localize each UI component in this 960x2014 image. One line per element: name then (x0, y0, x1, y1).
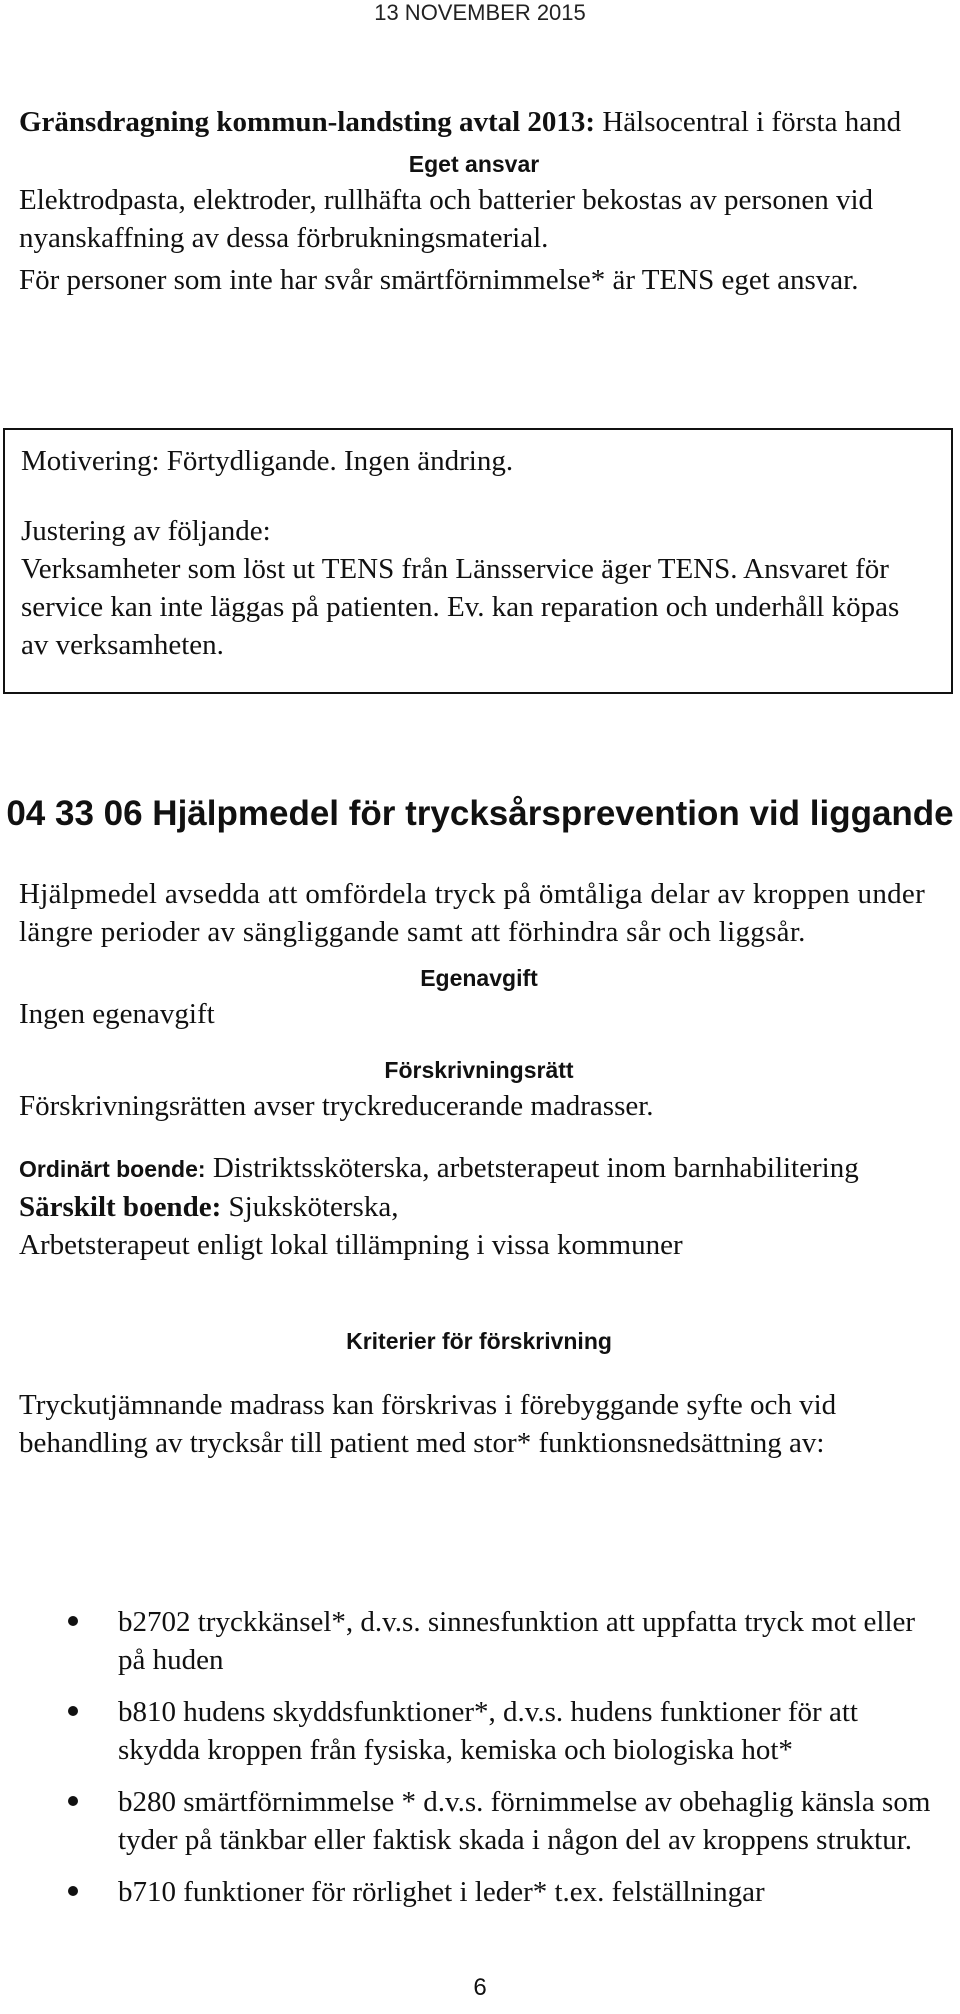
ordinary-housing-line (19, 1149, 939, 1188)
agreement-value: Hälsocentral i första hand (595, 106, 902, 138)
section-description: Hjälpmedel avsedda att omfördela tryck på ömtåliga delar av kroppen under längre perioder av sängliggande samt att förhindra sår och liggsår. (19, 878, 926, 948)
criteria-heading: Kriterier för förskrivning (346, 1328, 612, 1354)
prescription-rights-heading: Förskrivningsrätt (384, 1057, 574, 1083)
list-item-text: b810 hudens skyddsfunktioner*, d.v.s. hudens funktioner för att skydda kroppen från fysiska, kemiska och biologiska hot* (118, 1696, 858, 1766)
list-item (68, 1603, 938, 1679)
fee-text: Ingen egenavgift (19, 998, 215, 1030)
agreement-label: Gränsdragning kommun-landsting avtal 2013: (19, 106, 596, 138)
special-housing-value: Sjuksköterska, (221, 1191, 399, 1223)
special-housing-line-2: Arbetsterapeut enligt lokal tillämpning i vissa kommuner (19, 1229, 683, 1261)
bullet-icon (68, 1616, 78, 1626)
special-housing-label: Särskilt boende: (19, 1191, 222, 1223)
bullet-icon (68, 1886, 78, 1896)
bullet-icon (68, 1706, 78, 1716)
ordinary-housing-value: Distriktssköterska, arbetsterapeut inom barnhabilitering (205, 1152, 859, 1184)
page-number: 6 (473, 1974, 487, 2001)
page-header-date: 13 NOVEMBER 2015 (374, 0, 586, 25)
aid-section (19, 875, 939, 1462)
own-responsibility-text-2: För personer som inte har svår smärtförnimmelse* är TENS eget ansvar. (19, 264, 859, 296)
list-item (68, 1693, 938, 1769)
list-item-text: b2702 tryckkänsel*, d.v.s. sinnesfunktion att uppfatta tryck mot eller på huden (118, 1606, 916, 1676)
own-responsibility-text-1: Elektrodpasta, elektroder, rullhäfta och batterier bekostas av personen vid nyanskaffning av dessa förbrukningsmaterial. (19, 184, 874, 254)
ordinary-housing-label: Ordinärt boende: (19, 1156, 206, 1182)
criteria-text: Tryckutjämnande madrass kan förskrivas i förebyggande syfte och vid behandling av trycksår till patient med stor* funktionsnedsättning av: (19, 1389, 837, 1459)
list-item-text: b710 funktioner för rörlighet i leder* t.ex. felställningar (118, 1876, 765, 1908)
agreement-line (19, 103, 929, 141)
bullet-icon (68, 1796, 78, 1806)
list-item-text: b280 smärtförnimmelse * d.v.s. förnimmelse av obehaglig känsla som tyder på tänkbar eller faktisk skada i någon del av kroppens struktur. (118, 1786, 931, 1856)
tens-section (19, 103, 929, 299)
list-item (68, 1873, 938, 1911)
list-item (68, 1783, 938, 1859)
motivation-box-content (21, 442, 931, 664)
special-housing-line (19, 1188, 939, 1226)
adjustment-text: Verksamheter som löst ut TENS från Länsservice äger TENS. Ansvaret för service kan inte läggas på patienten. Ev. kan reparation och underhåll köpas av verksamheten. (21, 553, 900, 661)
own-responsibility-heading: Eget ansvar (408, 151, 540, 177)
section-title: 04 33 06 Hjälpmedel för trycksårsprevention vid liggande (6, 794, 954, 833)
criteria-list (68, 1603, 938, 1925)
prescription-rights-text: Förskrivningsrätten avser tryckreducerande madrasser. (19, 1090, 654, 1122)
fee-heading: Egenavgift (420, 965, 538, 991)
motivation-box (3, 428, 953, 694)
adjustment-heading: Justering av följande: (21, 515, 271, 547)
motivation-text: Motivering: Förtydligande. Ingen ändring. (21, 445, 514, 477)
